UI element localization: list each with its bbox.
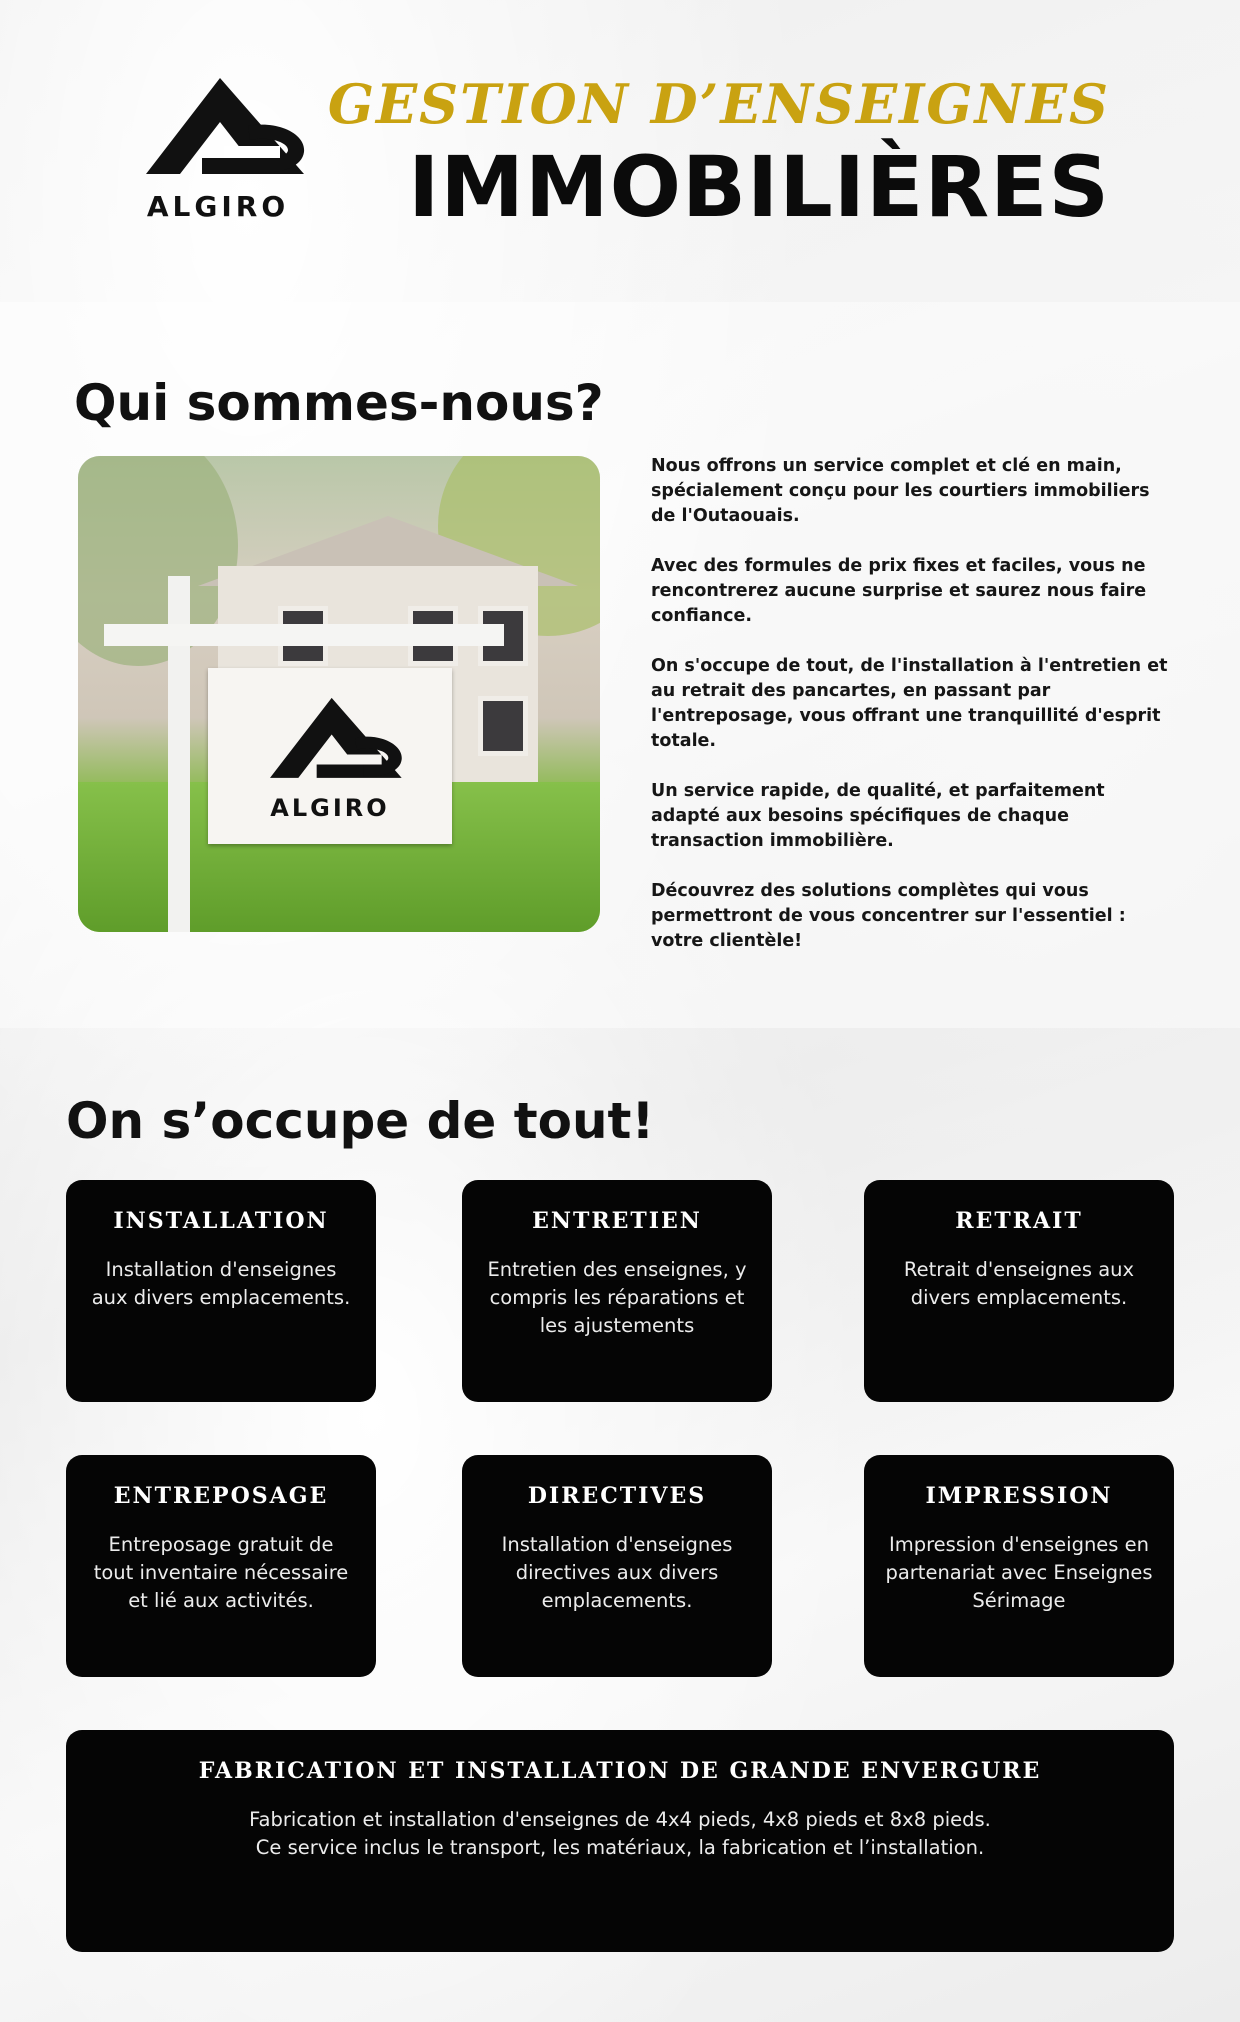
sign-board (208, 668, 452, 844)
sign-photo (78, 456, 600, 932)
card-title: ENTREPOSAGE (113, 1483, 329, 1509)
service-card-impression (864, 1455, 1174, 1677)
card-title: IMPRESSION (925, 1483, 1113, 1509)
sign-wordmark: ALGIRO (270, 794, 390, 822)
card-description: Entreposage gratuit de tout inventaire nécessaire et lié aux activités. (93, 1533, 349, 1612)
about-paragraph: Nous offrons un service complet et clé en main, spécialement conçu pour les courtiers immobiliers de l'Outaouais. (651, 456, 1150, 526)
about-paragraph: Un service rapide, de qualité, et parfaitement adapté aux besoins spécifiques de chaque transaction immobilière. (651, 781, 1105, 851)
card-description: Entretien des enseignes, y compris les réparations et les ajustements (487, 1258, 747, 1337)
page-title-line2: IMMOBILIÈRES (408, 138, 1110, 236)
services-heading: On s’occupe de tout! (66, 1092, 655, 1150)
card-description: Installation d'enseignes aux divers emplacements. (91, 1258, 351, 1309)
service-card-retrait (864, 1180, 1174, 1402)
card-title: ENTRETIEN (532, 1208, 702, 1234)
algiro-logo-icon (255, 696, 405, 788)
card-title: DIRECTIVES (527, 1483, 707, 1509)
card-title: INSTALLATION (113, 1208, 329, 1234)
page-title-line1: GESTION D’ENSEIGNES (327, 72, 1110, 136)
logo-wordmark: ALGIRO (146, 190, 290, 223)
about-heading: Qui sommes-nous? (74, 374, 604, 432)
about-text (651, 454, 1171, 979)
card-title: RETRAIT (955, 1208, 1083, 1234)
about-paragraph: Découvrez des solutions complètes qui vous permettront de vous concentrer sur l'essentiel : votre clientèle! (651, 881, 1126, 951)
service-card-grande-envergure (66, 1730, 1174, 1952)
about-paragraph: On s'occupe de tout, de l'installation à l'entretien et au retrait des pancartes, en passant par l'entreposage, vous offrant une tranquillité d'esprit totale. (651, 656, 1168, 751)
about-paragraph: Avec des formules de prix fixes et faciles, vous ne rencontrerez aucune surprise et saurez nous faire confiance. (651, 556, 1147, 626)
service-card-entreposage (66, 1455, 376, 1677)
card-description: Impression d'enseignes en partenariat avec Enseignes Sérimage (885, 1533, 1153, 1612)
service-card-installation (66, 1180, 376, 1402)
card-description: Fabrication et installation d'enseignes de 4x4 pieds, 4x8 pieds et 8x8 pieds. Ce service inclus le transport, les matériaux, la fabrication et l’installation. (249, 1808, 991, 1859)
card-description: Installation d'enseignes directives aux divers emplacements. (501, 1533, 733, 1612)
service-card-directives (462, 1455, 772, 1677)
card-description: Retrait d'enseignes aux divers emplacements. (903, 1258, 1135, 1309)
service-card-entretien (462, 1180, 772, 1402)
card-title: FABRICATION ET INSTALLATION DE GRANDE ENVERGURE (198, 1758, 1042, 1784)
